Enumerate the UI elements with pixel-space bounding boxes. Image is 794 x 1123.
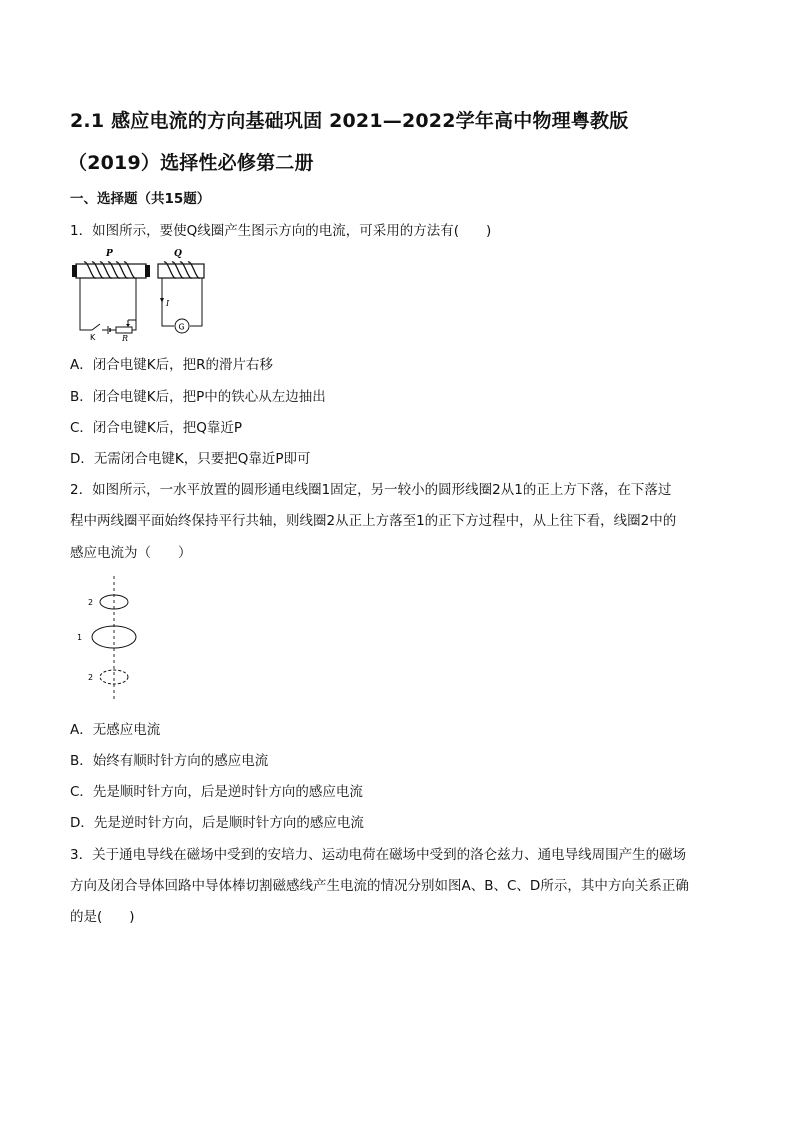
q2-stem-line1: 2．如图所示，一水平放置的圆形通电线圈1固定，另一较小的圆形线圈2从1的正上方下落，在下落过	[70, 482, 672, 498]
label-i: I	[166, 299, 170, 308]
p-core	[76, 264, 146, 278]
current-arrow	[160, 298, 164, 303]
q2-stem-line2: 程中两线圈平面始终保持平行共轴，则线圈2从正上方落至1的正下方过程中，从上往下看，线圈2中的	[70, 513, 677, 529]
q1-option-c: C．闭合电键K后，把Q靠近P	[70, 420, 243, 436]
label-p: P	[106, 249, 113, 259]
document-title-line1: 2.1 感应电流的方向基础巩固 2021—2022学年高中物理粤教版	[70, 110, 629, 132]
document-title-line2: （2019）选择性必修第二册	[68, 152, 314, 174]
q1-option-d: D．无需闭合电键K，只要把Q靠近P即可	[70, 451, 311, 467]
q1-figure-solenoids	[70, 246, 220, 342]
rheostat	[116, 327, 132, 333]
label-coil-1: 1	[77, 633, 83, 642]
label-q: Q	[174, 249, 182, 259]
section-heading: 一、选择题（共15题）	[70, 191, 211, 207]
q3-stem-line3: 的是( )	[70, 909, 135, 925]
q3-stem-line1: 3．关于通电导线在磁场中受到的安培力、运动电荷在磁场中受到的洛仑兹力、通电导线周围产生的磁场	[70, 847, 687, 863]
q2-option-b: B．始终有顺时针方向的感应电流	[70, 753, 269, 769]
label-coil-2-bottom: 2	[88, 673, 94, 682]
q2-stem-line3: 感应电流为（ ）	[70, 545, 192, 561]
q2-figure-coils	[74, 574, 154, 704]
label-k: K	[90, 333, 96, 342]
p-core-left-end	[72, 265, 77, 277]
q1-stem: 1．如图所示，要使Q线圈产生图示方向的电流，可采用的方法有( )	[70, 223, 492, 239]
q1-option-a: A．闭合电键K后，把R的滑片右移	[70, 357, 273, 373]
p-core-right-end	[145, 265, 150, 277]
q3-stem-line2: 方向及闭合导体回路中导体棒切割磁感线产生电流的情况分别如图A、B、C、D所示，其中方向关系正确	[70, 878, 689, 894]
q1-option-b: B．闭合电键K后，把P中的铁心从左边抽出	[70, 389, 326, 405]
q2-option-a: A．无感应电流	[70, 722, 161, 738]
q2-option-d: D．先是逆时针方向，后是顺时针方向的感应电流	[70, 815, 364, 831]
label-coil-2-top: 2	[88, 598, 94, 607]
label-g: G	[178, 322, 185, 332]
q2-option-c: C．先是顺时针方向，后是逆时针方向的感应电流	[70, 784, 363, 800]
label-r: R	[122, 334, 129, 342]
